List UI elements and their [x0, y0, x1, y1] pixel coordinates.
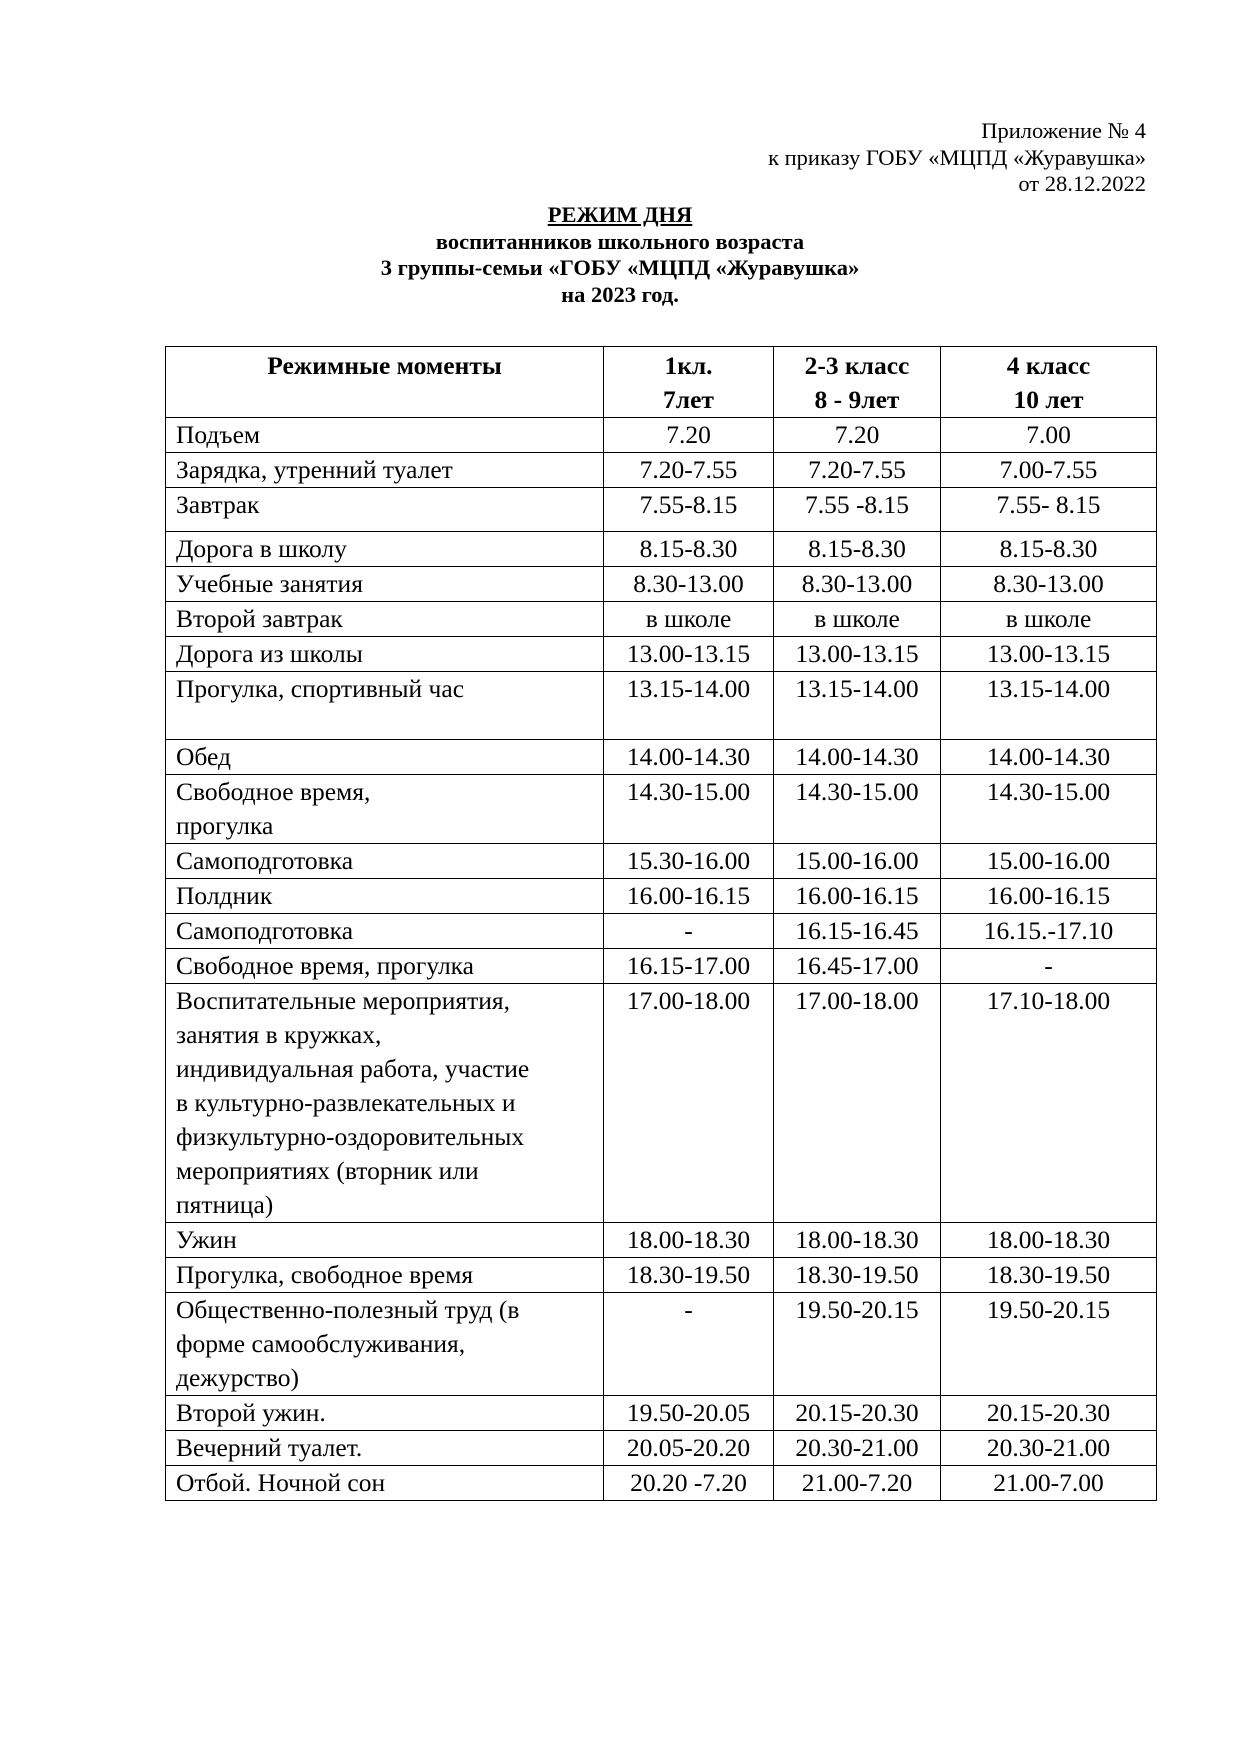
time-cell: 7.55 -8.15 [774, 488, 941, 532]
time-cell: 20.15-20.30 [941, 1396, 1157, 1431]
table-row [166, 567, 1157, 602]
time-cell: 8.15-8.30 [941, 532, 1157, 567]
activity-cell: Общественно-полезный труд (в форме самообслуживания, дежурство) [166, 1293, 604, 1396]
table-row [166, 1431, 1157, 1466]
time-cell: 14.30-15.00 [774, 775, 941, 844]
table-row [166, 637, 1157, 672]
table-row [166, 984, 1157, 1223]
table-row [166, 740, 1157, 775]
time-cell: в школе [604, 602, 774, 637]
document-heading [0, 202, 1240, 308]
time-cell: - [604, 1293, 774, 1396]
time-cell: 16.15.-17.10 [941, 914, 1157, 949]
time-cell: 19.50-20.15 [774, 1293, 941, 1396]
time-cell: 7.20 [604, 418, 774, 453]
time-cell: 8.30-13.00 [941, 567, 1157, 602]
time-cell: 19.50-20.05 [604, 1396, 774, 1431]
activity-cell: Свободное время, прогулка [166, 775, 604, 844]
time-cell: 18.00-18.30 [941, 1223, 1157, 1258]
time-cell: 17.00-18.00 [774, 984, 941, 1223]
time-cell: 7.00-7.55 [941, 453, 1157, 488]
activity-cell: Прогулка, спортивный час [166, 672, 604, 740]
table-row [166, 914, 1157, 949]
table-row [166, 1258, 1157, 1293]
time-cell: 7.20-7.55 [604, 453, 774, 488]
table-row [166, 602, 1157, 637]
time-cell: 19.50-20.15 [941, 1293, 1157, 1396]
document-subtitle: воспитанников школьного возраста [435, 228, 805, 254]
activity-cell: Подъем [166, 418, 604, 453]
time-cell: 20.30-21.00 [774, 1431, 941, 1466]
activity-cell: Обед [166, 740, 604, 775]
time-cell: в школе [941, 602, 1157, 637]
table-row [166, 1293, 1157, 1396]
document-title: РЕЖИМ ДНЯ [547, 202, 693, 227]
annex-date: от 28.12.2022 [1018, 171, 1146, 196]
time-cell: 15.30-16.00 [604, 844, 774, 879]
time-cell: 21.00-7.20 [774, 1466, 941, 1501]
time-cell: 13.15-14.00 [941, 672, 1157, 740]
schedule-table [165, 346, 1157, 1501]
time-cell: 16.15-16.45 [774, 914, 941, 949]
header-grade-1: 1кл. 7лет [604, 347, 774, 418]
time-cell: 16.45-17.00 [774, 949, 941, 984]
activity-cell: Вечерний туалет. [166, 1431, 604, 1466]
annex-number: Приложение № 4 [981, 118, 1146, 143]
time-cell: 7.00 [941, 418, 1157, 453]
time-cell: 8.15-8.30 [604, 532, 774, 567]
activity-cell: Ужин [166, 1223, 604, 1258]
activity-cell: Второй завтрак [166, 602, 604, 637]
time-cell: 16.00-16.15 [604, 879, 774, 914]
activity-cell: Самоподготовка [166, 844, 604, 879]
time-cell: 15.00-16.00 [941, 844, 1157, 879]
annex-order: к приказу ГОБУ «МЦПД «Журавушка» [768, 144, 1146, 170]
activity-cell: Свободное время, прогулка [166, 949, 604, 984]
activity-cell: Дорога в школу [166, 532, 604, 567]
time-cell: 20.05-20.20 [604, 1431, 774, 1466]
table-row [166, 775, 1157, 844]
document-group: 3 группы-семьи «ГОБУ «МЦПД «Журавушка» [380, 255, 860, 280]
time-cell: 14.00-14.30 [774, 740, 941, 775]
table-row [166, 879, 1157, 914]
time-cell: 8.30-13.00 [604, 567, 774, 602]
time-cell: 20.20 -7.20 [604, 1466, 774, 1501]
table-row [166, 1223, 1157, 1258]
time-cell: - [941, 949, 1157, 984]
activity-cell: Отбой. Ночной сон [166, 1466, 604, 1501]
time-cell: 16.00-16.15 [774, 879, 941, 914]
time-cell: 14.30-15.00 [941, 775, 1157, 844]
time-cell: 18.30-19.50 [774, 1258, 941, 1293]
time-cell: 15.00-16.00 [774, 844, 941, 879]
activity-cell: Второй ужин. [166, 1396, 604, 1431]
table-row [166, 672, 1157, 740]
time-cell: - [604, 914, 774, 949]
table-row [166, 418, 1157, 453]
time-cell: 16.00-16.15 [941, 879, 1157, 914]
annex-reference [768, 118, 1146, 198]
time-cell: 13.00-13.15 [774, 637, 941, 672]
table-row [166, 1466, 1157, 1501]
time-cell: 18.30-19.50 [941, 1258, 1157, 1293]
time-cell: 8.30-13.00 [774, 567, 941, 602]
time-cell: 20.15-20.30 [774, 1396, 941, 1431]
time-cell: 17.10-18.00 [941, 984, 1157, 1223]
time-cell: 18.00-18.30 [604, 1223, 774, 1258]
activity-cell: Завтрак [166, 488, 604, 532]
time-cell: 7.20 [774, 418, 941, 453]
table-header-row [166, 347, 1157, 418]
time-cell: 14.00-14.30 [941, 740, 1157, 775]
activity-cell: Самоподготовка [166, 914, 604, 949]
time-cell: 14.30-15.00 [604, 775, 774, 844]
time-cell: 13.15-14.00 [604, 672, 774, 740]
table-row [166, 1396, 1157, 1431]
time-cell: 18.00-18.30 [774, 1223, 941, 1258]
activity-cell: Учебные занятия [166, 567, 604, 602]
activity-cell: Прогулка, свободное время [166, 1258, 604, 1293]
activity-cell: Полдник [166, 879, 604, 914]
time-cell: 16.15-17.00 [604, 949, 774, 984]
time-cell: 8.15-8.30 [774, 532, 941, 567]
time-cell: 21.00-7.00 [941, 1466, 1157, 1501]
time-cell: 7.55- 8.15 [941, 488, 1157, 532]
document-year: на 2023 год. [561, 281, 679, 307]
time-cell: в школе [774, 602, 941, 637]
time-cell: 14.00-14.30 [604, 740, 774, 775]
time-cell: 13.15-14.00 [774, 672, 941, 740]
table-row [166, 453, 1157, 488]
time-cell: 7.20-7.55 [774, 453, 941, 488]
time-cell: 13.00-13.15 [941, 637, 1157, 672]
header-activity: Режимные моменты [166, 347, 604, 418]
table-row [166, 844, 1157, 879]
table-row [166, 532, 1157, 567]
time-cell: 20.30-21.00 [941, 1431, 1157, 1466]
header-grade-4: 4 класс 10 лет [941, 347, 1157, 418]
time-cell: 17.00-18.00 [604, 984, 774, 1223]
activity-cell: Дорога из школы [166, 637, 604, 672]
header-grade-2-3: 2-3 класс 8 - 9лет [774, 347, 941, 418]
time-cell: 18.30-19.50 [604, 1258, 774, 1293]
activity-cell: Воспитательные мероприятия, занятия в кружках, индивидуальная работа, участие в культурно-развлекательных и физкультурно-оздоровительных мероприятиях (вторник или пятница) [166, 984, 604, 1223]
time-cell: 7.55-8.15 [604, 488, 774, 532]
table-row [166, 488, 1157, 532]
activity-cell: Зарядка, утренний туалет [166, 453, 604, 488]
time-cell: 13.00-13.15 [604, 637, 774, 672]
table-row [166, 949, 1157, 984]
